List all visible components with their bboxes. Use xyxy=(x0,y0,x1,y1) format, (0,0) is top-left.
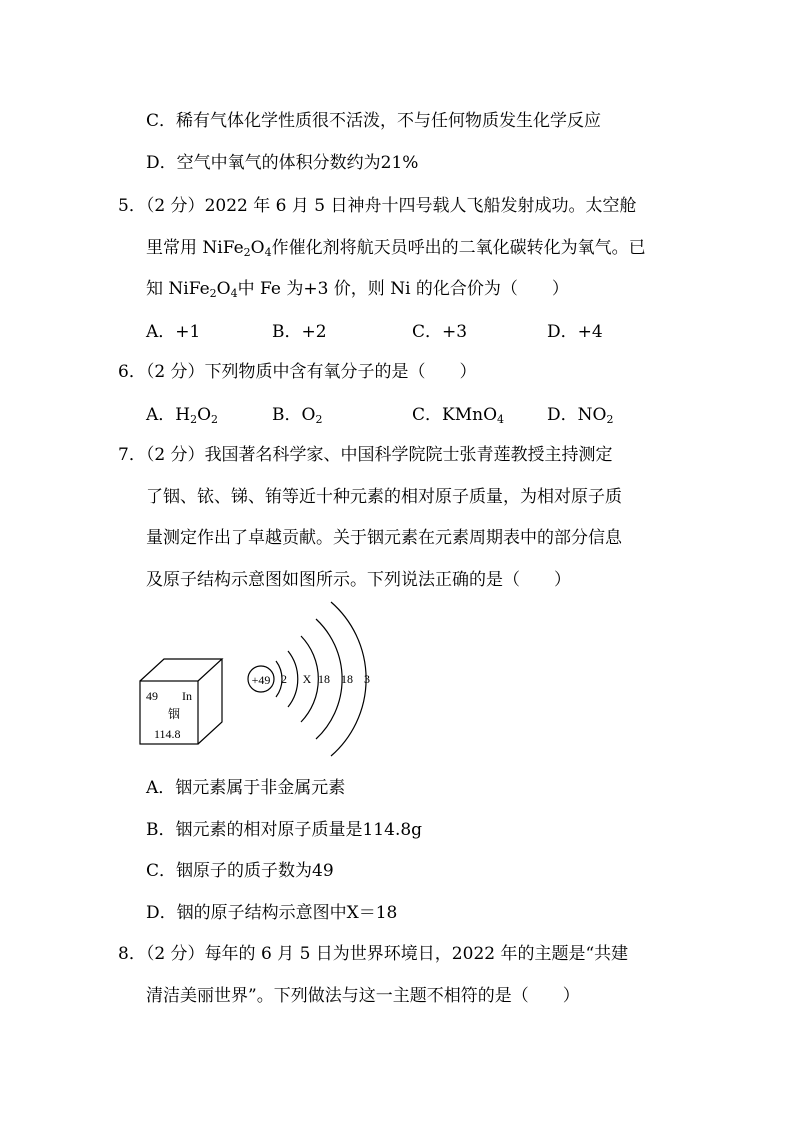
stem-text: 中 Fe 为+3 价，则 Ni 的化合价为（ ） xyxy=(237,279,569,299)
shell-electrons-4: 18 xyxy=(341,672,353,686)
q5-stem-line1 xyxy=(118,191,636,216)
formula-part: 里常用 NiFe xyxy=(146,238,244,258)
formula-part: O xyxy=(216,279,231,299)
q8-stem-line2: 清洁美丽世界”。下列做法与这一主题不相符的是（ ） xyxy=(146,986,580,1006)
question-score: （2 分） xyxy=(145,362,205,382)
stem-text: 每年的 6 月 5 日为世界环境日，2022 年的主题是“共建 xyxy=(204,944,629,964)
subscript: 2 xyxy=(606,413,614,426)
indium-diagram-svg xyxy=(130,596,390,766)
subscript: 2 xyxy=(315,413,323,426)
subscript: 2 xyxy=(190,413,198,426)
q5-option-b: B．+2 xyxy=(272,322,327,342)
q7-option-b: B．铟元素的相对原子质量是114.8g xyxy=(146,820,423,840)
formula-part: O xyxy=(250,238,265,258)
shell-electrons-2: X xyxy=(302,672,312,686)
subscript: 2 xyxy=(209,287,217,300)
indium-figure xyxy=(130,596,390,766)
stem-text: 作催化剂将航天员呼出的二氧化碳转化为氧气。已 xyxy=(271,238,646,258)
q7-option-d: D．铟的原子结构示意图中X＝18 xyxy=(146,903,398,923)
q6-option-d xyxy=(547,400,613,425)
shell-electrons-1: 2 xyxy=(281,672,287,686)
shell-electrons-5: 3 xyxy=(364,672,370,686)
formula-part: B．O xyxy=(272,405,316,425)
q7-stem-line3: 量测定作出了卓越贡献。关于铟元素在元素周期表中的部分信息 xyxy=(146,528,622,548)
cell-symbol: In xyxy=(182,689,192,703)
subscript: 2 xyxy=(211,413,219,426)
stem-text: 我国著名科学家、中国科学院院士张青莲教授主持测定 xyxy=(204,445,613,465)
q7-option-a: A．铟元素属于非金属元素 xyxy=(146,778,346,798)
q5-option-a: A．+1 xyxy=(146,322,201,342)
shell-arc-2 xyxy=(288,651,298,707)
formula-part: O xyxy=(197,405,212,425)
cell-side-face xyxy=(198,659,222,744)
cell-atomic-number: 49 xyxy=(146,689,158,703)
question-score: （2 分） xyxy=(145,445,205,465)
q7-stem-line2: 了铟、铱、锑、铕等近十种元素的相对原子质量，为相对原子质 xyxy=(146,487,622,507)
cell-element-name: 铟 xyxy=(168,707,181,721)
q6-option-a xyxy=(146,400,218,425)
formula-part: D．NO xyxy=(547,405,607,425)
subscript: 4 xyxy=(497,413,504,426)
nucleus-charge: +49 xyxy=(251,673,271,687)
cell-atomic-mass: 114.8 xyxy=(154,727,181,741)
subscript: 2 xyxy=(243,246,251,259)
stem-text: 下列物质中含有氧分子的是（ ） xyxy=(204,362,477,382)
q8-stem-line1 xyxy=(118,939,628,964)
q4-option-c: C．稀有气体化学性质很不活泼，不与任何物质发生化学反应 xyxy=(146,111,602,131)
question-score: （2 分） xyxy=(145,944,205,964)
formula-part: C．KMnO xyxy=(412,405,497,425)
q6-option-c xyxy=(412,400,504,425)
q7-option-c: C．铟原子的质子数为49 xyxy=(146,861,334,881)
question-number: 7． xyxy=(118,445,146,465)
q5-stem-line2 xyxy=(146,233,646,258)
formula-part: A．H xyxy=(146,405,191,425)
formula-part: 知 NiFe xyxy=(146,279,210,299)
subscript: 4 xyxy=(230,287,238,300)
stem-text: 2022 年 6 月 5 日神舟十四号载人飞船发射成功。太空舱 xyxy=(204,196,637,216)
shell-electrons-3: 18 xyxy=(318,672,330,686)
q7-stem-line4: 及原子结构示意图如图所示。下列说法正确的是（ ） xyxy=(146,570,571,590)
question-number: 5． xyxy=(118,196,146,216)
q5-option-d: D．+4 xyxy=(547,322,603,342)
cell-top-face xyxy=(140,659,222,681)
question-score: （2 分） xyxy=(145,196,205,216)
q5-stem-line3 xyxy=(146,274,569,299)
q6-option-b xyxy=(272,400,322,425)
q4-option-d: D．空气中氧气的体积分数约为21% xyxy=(146,153,419,173)
q6-stem xyxy=(118,357,477,382)
question-number: 6． xyxy=(118,362,146,382)
subscript: 4 xyxy=(264,246,272,259)
question-number: 8． xyxy=(118,944,146,964)
q7-stem-line1 xyxy=(118,440,613,465)
q5-option-c: C．+3 xyxy=(412,322,468,342)
